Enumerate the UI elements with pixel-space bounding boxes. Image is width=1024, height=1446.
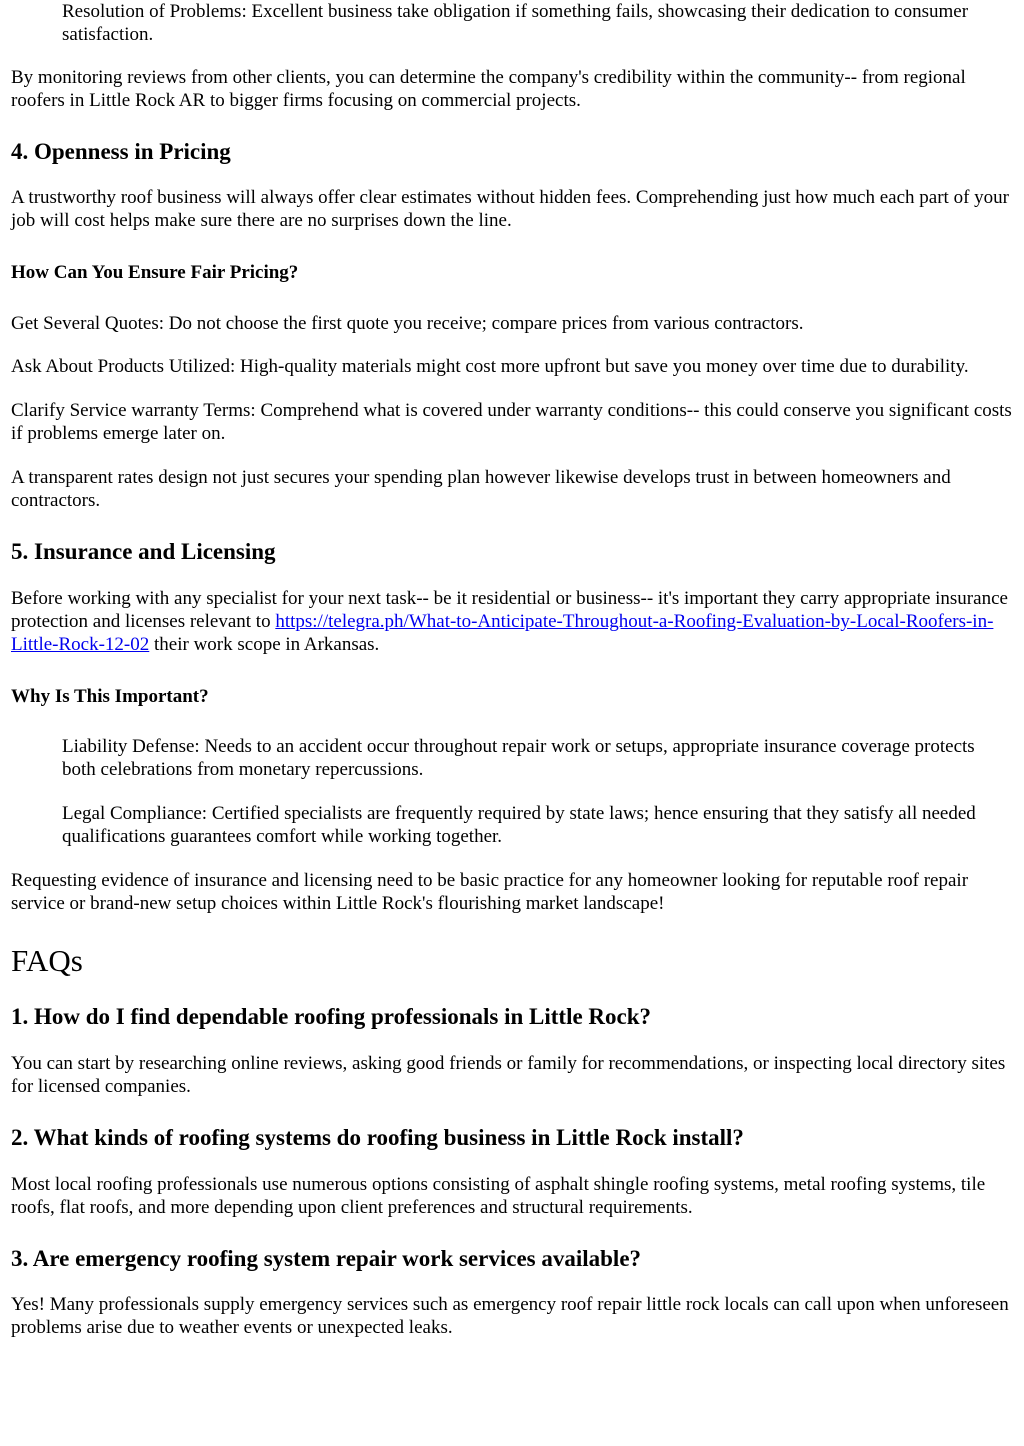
section-4-closing: A transparent rates design not just secures your spending plan however likewise develops trust in between homeowners and contractors. (11, 467, 951, 511)
section-5-intro-start: Before working with any specialist for your next task-- be it residential or business-- it's important they carry appropriate insurance protection and licenses relevant to (11, 588, 1008, 632)
pricing-item-products: Ask About Products Utilized: High-quality materials might cost more upfront but save you money over time due to durability. (11, 356, 969, 377)
pricing-item-quotes: Get Several Quotes: Do not choose the first quote you receive; compare prices from various contractors. (11, 313, 804, 334)
faq-question-3: 3. Are emergency roofing system repair work services available? (11, 1246, 642, 1271)
telegra-article-link[interactable]: https://telegra.ph/What-to-Anticipate-Throughout-a-Roofing-Evaluation-by-Local-Roofers-in-Little-Rock-12-02 (11, 611, 994, 655)
section-5-intro (11, 587, 1012, 656)
faqs-heading: FAQs (11, 943, 83, 978)
pricing-item-warranty: Clarify Service warranty Terms: Comprehend what is covered under warranty conditions-- this could conserve you significant costs if problems emerge later on. (11, 400, 1012, 444)
legal-compliance-item: Legal Compliance: Certified specialists are frequently required by state laws; hence ensuring that they satisfy all needed qualifications guarantees comfort while working together. (62, 803, 976, 847)
resolution-of-problems-item: Resolution of Problems: Excellent business take obligation if something fails, showcasing their dedication to consumer satisfaction. (62, 1, 969, 45)
section-4-heading: 4. Openness in Pricing (11, 139, 231, 164)
section-4-intro: A trustworthy roof business will always offer clear estimates without hidden fees. Comprehending just how much each part of your job will cost helps make sure there are no surprises down the line. (11, 187, 1009, 231)
faq-answer-3: Yes! Many professionals supply emergency services such as emergency roof repair little rock locals can call upon when unforeseen problems arise due to weather events or unexpected leaks. (11, 1294, 1009, 1338)
faq-question-2: 2. What kinds of roofing systems do roofing business in Little Rock install? (11, 1125, 744, 1150)
section-5-closing: Requesting evidence of insurance and licensing need to be basic practice for any homeowner looking for reputable roof repair service or brand-new setup choices within Little Rock's flourishing market landscape! (11, 870, 969, 914)
faq-answer-2: Most local roofing professionals use numerous options consisting of asphalt shingle roofing systems, metal roofing systems, tile roofs, flat roofs, and more depending upon client preferences and structural requirements. (11, 1174, 986, 1218)
why-important-subheading: Why Is This Important? (11, 686, 209, 707)
section-5-heading: 5. Insurance and Licensing (11, 539, 276, 564)
faq-question-1: 1. How do I find dependable roofing professionals in Little Rock? (11, 1004, 652, 1029)
faq-answer-1: You can start by researching online reviews, asking good friends or family for recommendations, or inspecting local directory sites for licensed companies. (11, 1053, 1006, 1097)
liability-defense-item: Liability Defense: Needs to an accident occur throughout repair work or setups, appropriate insurance coverage protects both celebrations from monetary repercussions. (62, 736, 975, 780)
section-5-intro-end: their work scope in Arkansas. (149, 634, 380, 655)
fair-pricing-subheading: How Can You Ensure Fair Pricing? (11, 262, 299, 283)
reviews-paragraph: By monitoring reviews from other clients, you can determine the company's credibility within the community-- from regional roofers in Little Rock AR to bigger firms focusing on commercial projects. (11, 67, 966, 111)
